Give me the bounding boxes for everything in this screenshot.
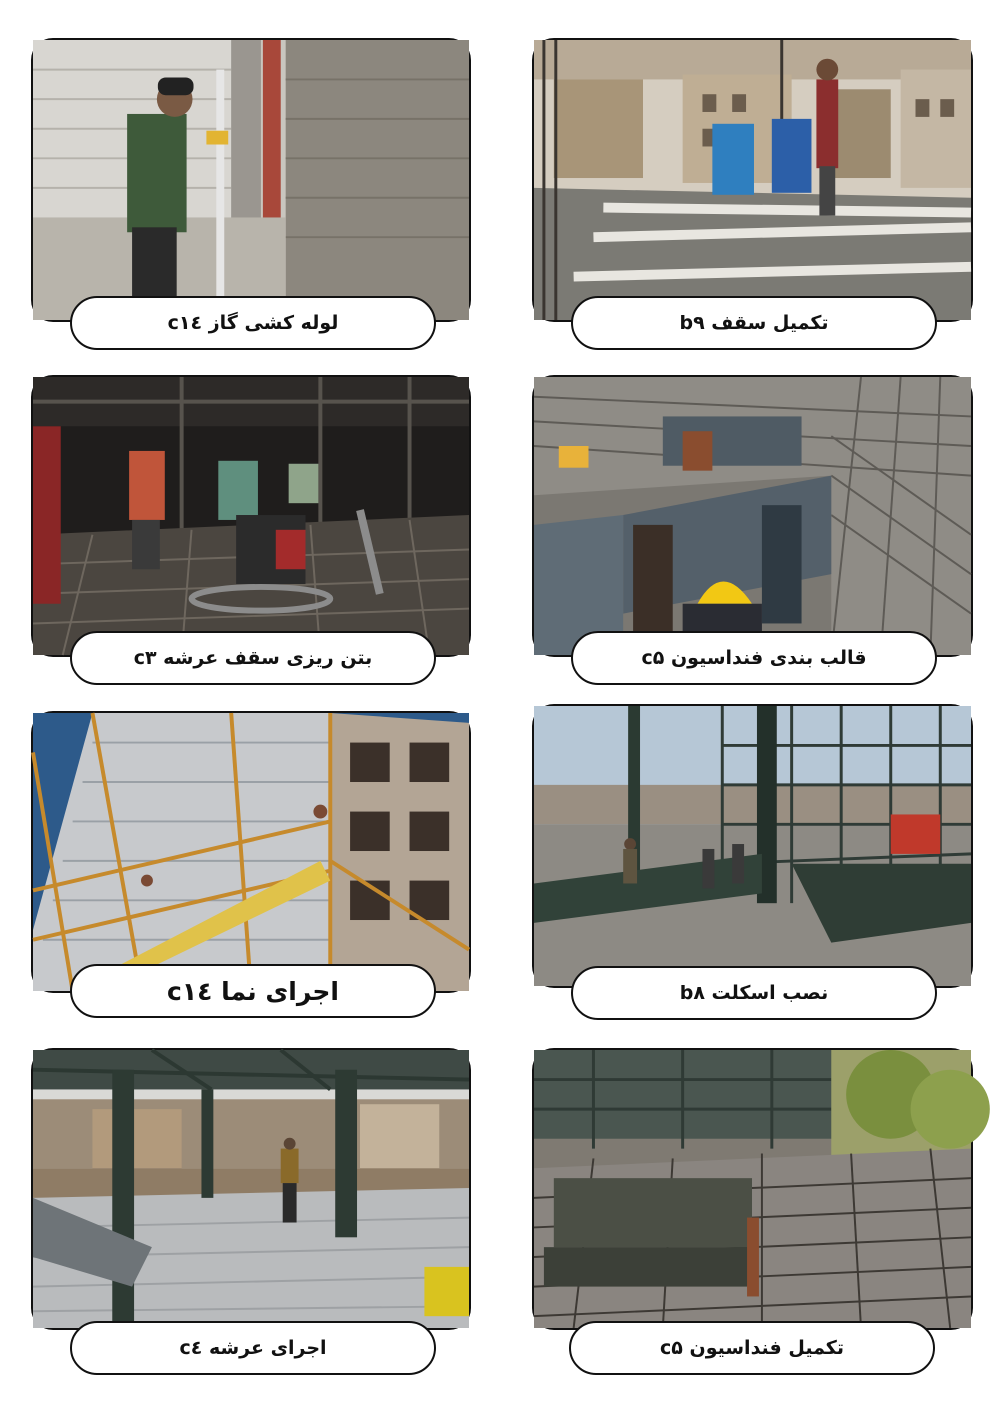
- photo-card-foundation-completion: [532, 1048, 973, 1359]
- photo-card-facade-scaffolding: [31, 711, 471, 1006]
- caption-metal-deck: اجرای عرشه c٤: [70, 1321, 436, 1375]
- caption-foundation-completion: تکمیل فنداسیون c۵: [569, 1321, 935, 1375]
- foundation-completion-photo: [534, 1050, 971, 1328]
- concrete-pouring-photo: [33, 377, 469, 655]
- photo-card-foundation-formwork: [532, 375, 973, 669]
- foundation-formwork-photo: [534, 377, 971, 655]
- caption-facade-scaffolding: اجرای نما c۱٤: [70, 964, 436, 1018]
- caption-concrete-pouring: بتن ریزی سقف عرشه c۳: [70, 631, 436, 685]
- photo-card-concrete-pouring: [31, 375, 471, 669]
- metal-deck-photo: [33, 1050, 469, 1328]
- facade-scaffolding-photo: [33, 713, 469, 991]
- caption-roof-completion: تکمیل سقف b۹: [571, 296, 937, 350]
- caption-gas-piping: لوله کشی گاز c۱٤: [70, 296, 436, 350]
- gas-piping-photo: [33, 40, 469, 320]
- photo-card-steel-frame-installation: [532, 704, 973, 1004]
- roof-completion-photo: [534, 40, 971, 320]
- photo-card-metal-deck: [31, 1048, 471, 1359]
- photo-card-gas-piping: [31, 38, 471, 334]
- caption-foundation-formwork: قالب بندی فنداسیون c۵: [571, 631, 937, 685]
- caption-steel-frame-installation: نصب اسکلت b۸: [571, 966, 937, 1020]
- steel-frame-installation-photo: [534, 706, 971, 986]
- photo-card-roof-completion: [532, 38, 973, 334]
